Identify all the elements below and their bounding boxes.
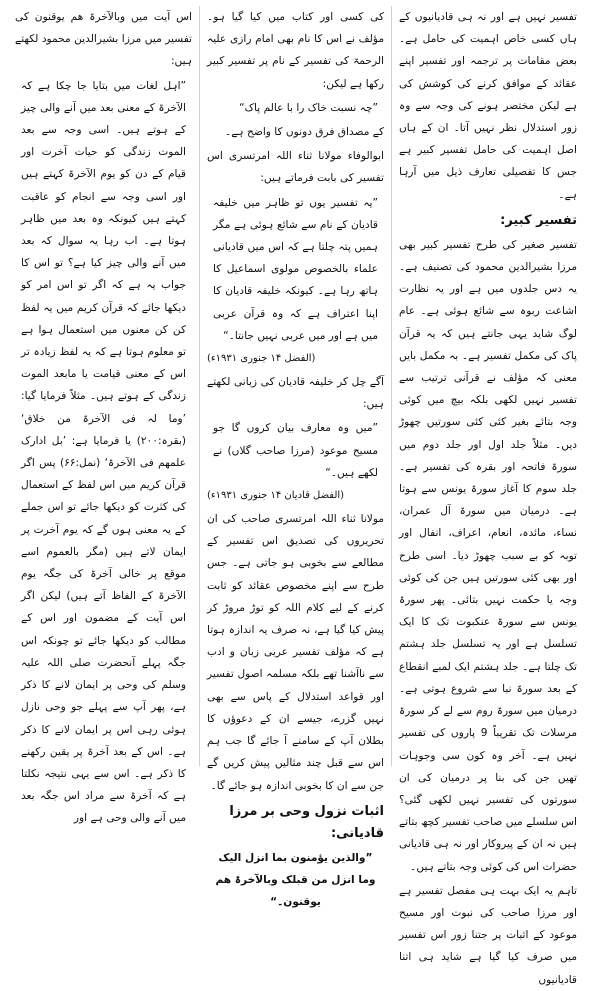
section-heading: تفسیر کبیر:	[500, 212, 577, 228]
paragraph: آگے چل کر خلیفہ قادیان کی زبانی لکھتے ہیں:	[207, 376, 384, 411]
block-quote: ”یہ تفسیر یوں تو ظاہر میں خلیفہ قادیان کے نام سے شائع ہوئی ہے مگر ہمیں پتہ چلتا ہے کہ اس میں قادیانی علماء بالخصوص مولوی اسماعیل کا ہاتھ رہا ہے۔ کیونکہ خلیفہ قادیان کا اپنا اعتراف ہے کہ وہ قرآن عربی میں ہے اور میں عربی نہیں جانتا۔“	[213, 196, 378, 342]
block-quote: ”میں وہ معارف بیان کروں گا جو مسیح موعود (مرزا صاحب گلاں) نے لکھے ہیں۔“	[213, 422, 378, 479]
page	[6, 6, 584, 986]
paragraph: تفسیر صغیر کی طرح تفسیر کبیر بھی مرزا بشیرالدین محمود کی تصنیف ہے۔ یہ دس جلدوں میں ہے اور یہ نظارت اشاعت ربوہ سے شائع ہوئی ہے۔ عام لوگ شاید یہی جانتے ہیں کہ یہ قرآن پاک کی مکمل تفسیر ہے۔ بہ مکمل بایں معنی کہ مؤلف نے قرآنی ترتیب سے تفسیر نہیں لکھی بلکہ بیچ میں کوئی وجہ بتائے بغیر کئی کئی سورتیں چھوڑ دیں۔ مثلاً جلد اول اور جلد دوم میں سورۃ فاتحہ اور بقرہ کی تفسیر ہے۔ جلد سوم کا آغاز سورۃ یونس سے ہوتا ہے۔ درمیان میں سورۃ آل عمران، نساء، مائدہ، انعام، اعراف، انفال اور توبہ کو بے سبب چھوڑ دیا۔ اسی طرح اور بھی کئی سورتیں ہیں جن کی کوئی وجہ یا حکمت نہیں بتائی۔ پھر سورۃ یونس سے سورۃ عنکبوت تک کا ایک تسلسل ہے اور یہ تسلسل جلد ہشتم تک چلتا ہے۔ جلد ہشتم ایک لمبے انقطاع کے بعد سورۃ نبا سے شروع ہوتی ہے۔ درمیان میں سورۃ روم سے لے کر سورۃ مرسلات تک تقریباً 9 پاروں کی تفسیر نہیں ہے۔ آخر وہ کون سی وجوہات تھیں جن کی بنا پر درمیان کی ان سورتوں کی تفسیر نہیں لکھی گئی؟ اس سلسلے میں صاحب تفسیر کچھ بتاتے ہیں نہ ان کے پیروکار اور نہ ہی قادیانی حضرات اس کی کوئی وجہ بتاتے ہیں۔	[399, 238, 577, 873]
section-heading: اثبات نزول وحی بر مرزا قادیانی:	[229, 803, 384, 841]
citation: (الفضل ۱۴ جنوری ۱۹۳۱ء)	[207, 353, 316, 365]
paragraph: ابوالوفاء مولانا ثناء اللہ امرتسری اس تفسیر کی بابت فرماتے ہیں:	[207, 150, 384, 185]
paragraph: مولانا ثناء اللہ امرتسری صاحب کی ان تحریروں کی تصدیق اس تفسیر کے مطالعے سے بخوبی ہو جاتی ہے۔ جس طرح سے اپنے مخصوص عقائد کو ثابت کرنے کے لیے کلام اللہ کو توڑ مروڑ کر پیش کیا گیا ہے، نہ صرف یہ اندازہ ہوتا ہے کہ مؤلف تفسیر عربی زبان و ادب سے ناآشنا تھے بلکہ مسلمہ اصول تفسیر اور قواعد استدلال کے پاس سے بھی نہیں گزرے، جیسے ان کے دعوؤں کا بطلان آپ کے سامنے آ جائے گا جب ہم اس سے قبل چند مثالیں پیش کریں گے جن سے ان کا بخوبی اندازہ ہو جائے گا۔	[207, 513, 384, 792]
paragraph: کے مصداق فرق دونوں کا واضح ہے۔	[225, 126, 384, 139]
paragraph: تاہم یہ ایک بہت ہی مفصل تفسیر ہے اور مرزا صاحب کی نبوت اور مسیح موعود کے اثبات پر جتنا زور اس تفسیر میں صرف کیا گیا ہے شاید ہی اتنا قادیانیوں	[399, 884, 577, 986]
column-left	[8, 6, 200, 825]
column-right	[392, 6, 584, 986]
column-middle	[200, 6, 392, 909]
arabic-verse: ”والذین یؤمنون بما انزل الیک وما انزل من قبلک وبالآخرۃ ھم یوقنون۔“	[215, 851, 376, 909]
block-quote: ”اہل لغات میں بتایا جا چکا ہے کہ الآخرۃ کے معنی بعد میں آنے والی چیز کے ہوتے ہیں۔ اسی وجہ سے بعد الموت زندگی کو حیات آخرت اور قیام کے دن کو یوم الآخرۃ کہتے ہیں اور اسی وجہ سے انجام کو عاقبت کہتے ہیں کیونکہ وہ بعد میں ظاہر ہوتا ہے۔ اب رہا یہ سوال کہ بعد میں آنے والی چیز کیا ہے؟ تو اس کا جواب یہ ہے کہ اگر تو اس امر کو دیکھا جائے کہ قرآن کریم میں یہ لفظ کن کن معنوں میں استعمال ہوا ہے تو معلوم ہوتا ہے کہ یہ لفظ زیادہ تر اس کے معنی قیامت یا مابعد الموت زندگی کے ہوتے ہیں۔ مثلاً فرمایا گیا: ’وما لہ فی الآخرۃ من خلاق‘ (بقرہ:۲۰۰) یا فرمایا ہے: ’بل ادارک علمھم فی الآخرۃ‘ (نمل:۶۶) پس اگر قرآن کریم میں اس لفظ کے استعمال کی کثرت کو دیکھا جائے تو اس جملے کے یہ معنی ہوں گے کہ یوم آخرت پر ایمان لاتے ہیں (مگر بالعموم اسے موقع پر خالی آخرۃ کی جگہ یوم الآخرۃ کے الفاظ آتے ہیں) لیکن اگر اس آیت کے مضمون اور اس کے مطالب کو دیکھا جائے تو چونکہ اس جگہ پہلے آنحضرت صلی اللہ علیہ وسلم کی وحی پر ایمان لانے کا ذکر ہے، پھر آپ سے پہلے جو وحی نازل ہوئی رہی اس پر ایمان لانے کا ذکر ہے۔ اس کے بعد آخرۃ پر یقین رکھنے کا ذکر ہے۔ اس سے یہی نتیجہ نکلتا ہے کہ آخرۃ سے مراد اس جگہ بعد میں آنے والی وحی ہے اور	[21, 79, 187, 825]
paragraph: کی کسی اور کتاب میں کیا گیا ہو۔ مؤلف نے اس کا نام بھی امام رازی علیہ الرحمۃ کی تفسیر کے نام پر تفسیر کبیر رکھا ہے لیکن:	[207, 11, 384, 90]
paragraph: اس آیت میں وبالآخرۃ ھم یوقنون کی تفسیر میں مرزا بشیرالدین محمود لکھتے ہیں:	[15, 11, 192, 68]
paragraph: تفسیر نہیں ہے اور نہ ہی قادیانیوں کے ہاں کسی خاص اہمیت کی حامل ہے۔ بعض مقامات پر ترجمہ اور تفسیر اپنے عقائد کے موافق کرنے کی کوشش کی ہے لیکن مختصر ہونے کی وجہ سے وہ زور استدلال نظر نہیں آتا۔ ان کے ہاں اصل اہمیت کی حامل تفسیر کبیر ہے جس کا تفصیلی تعارف ذیل میں آرہا ہے۔	[399, 11, 577, 201]
citation: (الفضل قادیان ۱۴ جنوری ۱۹۳۱ء)	[207, 490, 345, 502]
block-quote: ”چہ نسبت خاک را با عالم پاک“	[239, 101, 378, 114]
